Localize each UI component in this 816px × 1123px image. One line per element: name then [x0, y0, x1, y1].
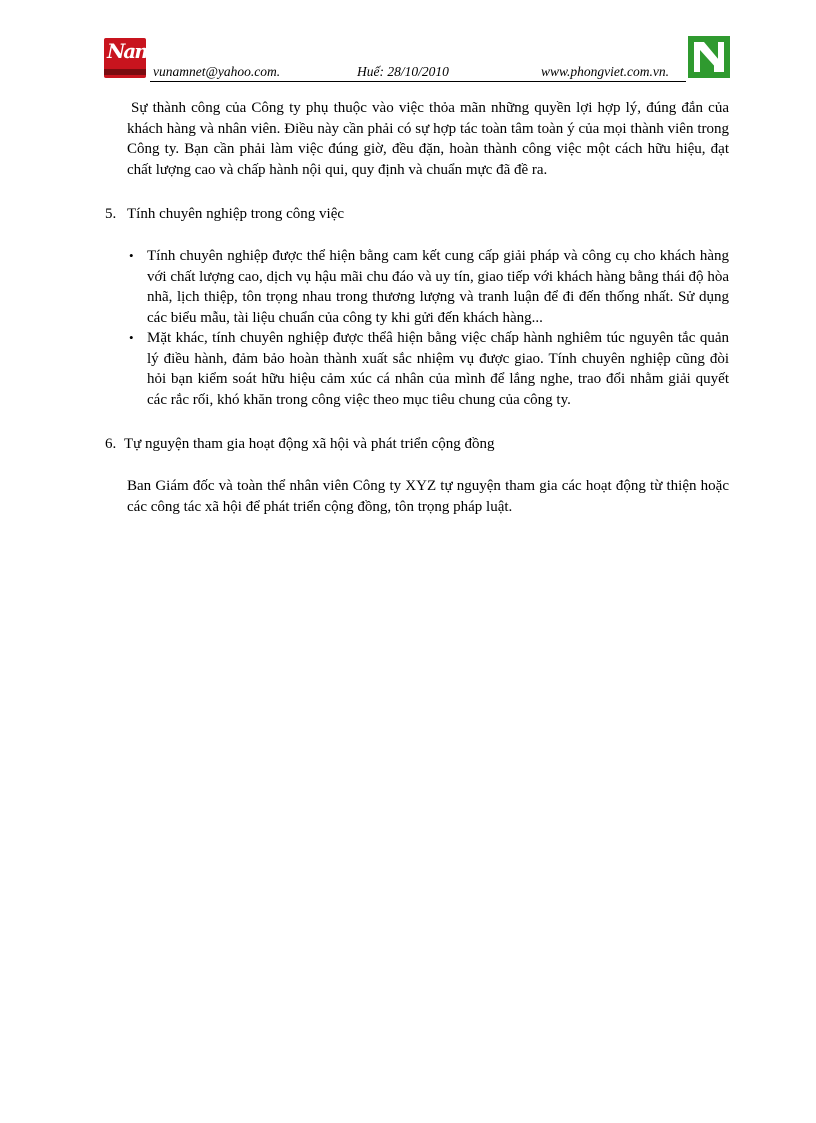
list-item	[127, 328, 729, 410]
list-item	[127, 246, 729, 328]
section-5-bullet-list	[127, 246, 729, 410]
section-6-heading	[105, 434, 729, 455]
bullet-text: Tính chuyên nghiệp được thể hiện bằng cam kết cung cấp giải pháp và công cụ cho khách hàng với chất lượng cao, dịch vụ hậu mãi chu đáo và uy tín, giao tiếp với khách hàng bằng thái độ hòa nhã, lịch thiệp, tôn trọng nhau trong thương lượng và tranh luận để đi đến thống nhất. Sử dụng các biểu mẫu, tài liệu chuẩn của công ty khi gửi đến khách hàng...	[147, 248, 729, 326]
phongviet-logo	[688, 36, 730, 78]
document-body	[105, 98, 729, 517]
section-5-title: Tính chuyên nghiệp trong công việc	[127, 206, 345, 222]
section-6-title: Tự nguyện tham gia hoạt động xã hội và phát triển cộng đồng	[124, 436, 495, 452]
intro-paragraph: Sự thành công của Công ty phụ thuộc vào việc thỏa mãn những quyền lợi hợp lý, đúng đắn của khách hàng và nhân viên. Điều này cần phải có sự hợp tác toàn tâm toàn ý của mọi thành viên trong Công ty. Bạn cần phải làm việc đúng giờ, đều đặn, hoàn thành công việc một cách hữu hiệu, đạt chất lượng cao và chấp hành nội qui, quy định và chuẩn mực đã đề ra.	[127, 100, 729, 178]
vunamnet-logo	[104, 38, 154, 78]
vunamnet-logo-mark: Nam	[107, 39, 154, 63]
header-website: www.phongviet.com.vn.	[541, 64, 669, 79]
section-6-paragraph: Ban Giám đốc và toàn thể nhân viên Công ty XYZ tự nguyện tham gia các hoạt động từ thiện hoặc các công tác xã hội để phát triển cộng đồng, tôn trọng pháp luật.	[127, 478, 729, 515]
section-6-number: 6.	[105, 436, 117, 452]
bullet-text: Mặt khác, tính chuyên nghiệp được thểâ hiện bằng việc chấp hành nghiêm túc nguyên tắc quản lý điều hành, đảm bảo hoàn thành xuất sắc nhiệm vụ được giao. Tính chuyên nghiệp cũng đòi hỏi bạn kiểm soát hữu hiệu cảm xúc cá nhân của mình để lắng nghe, trao đổi nhằm giải quyết các rắc rối, khó khăn trong công việc theo mục tiêu chung của công ty.	[147, 330, 729, 408]
n-letter-logo-icon	[688, 36, 730, 78]
bullet-icon: •	[129, 248, 134, 263]
section-5-number: 5.	[105, 206, 117, 222]
vunamnet-logo-strip	[104, 69, 146, 75]
section-5-heading	[105, 204, 729, 225]
header-date: Huế: 28/10/2010	[357, 64, 449, 79]
page-header	[104, 36, 730, 82]
header-email: vunamnet@yahoo.com.	[153, 64, 281, 79]
header-divider	[150, 81, 686, 82]
bullet-icon: •	[129, 330, 134, 345]
